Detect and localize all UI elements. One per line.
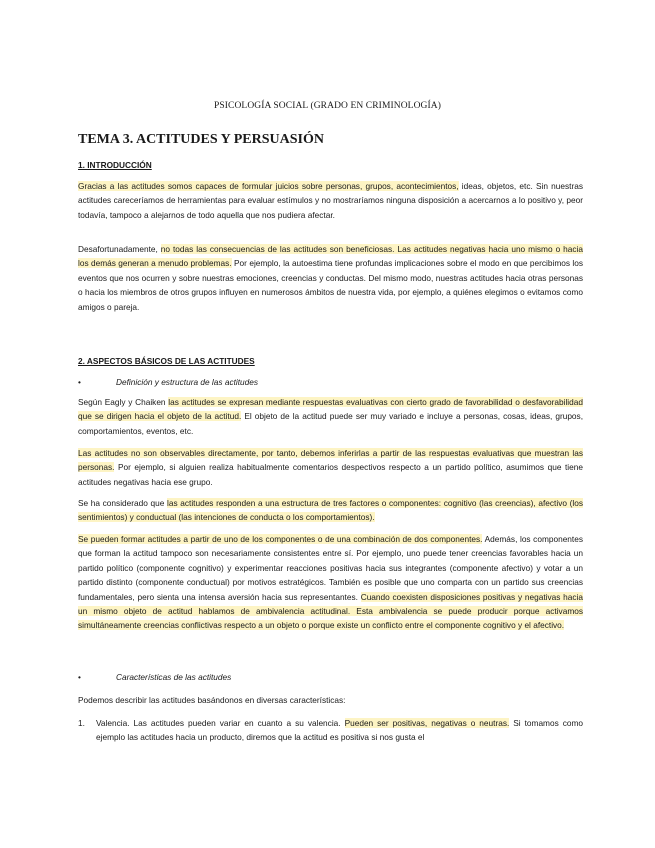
list-item-valencia [78,716,583,745]
bullet-label: Características de las actitudes [116,672,232,682]
text: Además, los componentes que forman la actitud tampoco son necesariamente consistentes entre sí. Por ejemplo, uno puede tener creencias favorables hacia un partido político (componente cognitivo) y experimentar reacciones positivas hacia sus integrantes (componente afectivo) y votar a un partido distinto (componente conductual) por motivos estratégicos. También es posible que uno comparta con un partido sus creencias fundamentales, pero sienta una intensa aversión hacia sus representantes. [78,534,583,602]
highlight: las actitudes responden a una estructura de tres factores o componentes: cognitivo (las creencias), afectivo (los sentimientos) y conductual (las intenciones de conducta o los comportamientos). [78,498,583,523]
highlight: Se pueden formar actitudes a partir de uno de los componentes o de una combinación de dos componentes. [78,534,483,544]
bullet-icon: • [78,377,81,387]
text: Si tomamos como ejemplo las actitudes hacia un producto, diremos que la actitud es positiva si nos gusta el [96,718,583,743]
highlight: las actitudes se expresan mediante respuestas evaluativas con cierto grado de favorabilidad o desfavorabilidad que se dirigen hacia el objeto de la actitud. [78,397,583,422]
section-heading-aspectos: 2. ASPECTOS BÁSICOS DE LAS ACTITUDES [78,356,255,366]
text: Según Eagly y Chaiken [78,397,169,407]
paragraph-7: Podemos describir las actitudes basándonos en diversas características: [78,695,346,705]
bullet-icon: • [78,672,81,682]
text: Por ejemplo, si alguien realiza habitualmente comentarios despectivos respecto a un partido político, asumimos que tiene actitudes negativas hacia ese grupo. [78,462,583,487]
text: Desafortunadamente, [78,244,161,254]
page-header: PSICOLOGÍA SOCIAL (GRADO EN CRIMINOLOGÍA) [214,101,441,111]
page-title: TEMA 3. ACTITUDES Y PERSUASIÓN [78,132,324,147]
paragraph-5 [78,496,583,525]
text: Se ha considerado que [78,498,167,508]
paragraph-2 [78,242,583,314]
bullet-label: Definición y estructura de las actitudes [116,377,259,387]
highlight: Cuando coexisten disposiciones positivas y negativas hacia un mismo objeto de actitud hablamos de ambivalencia actitudinal. Esta ambivalencia se puede producir porque activamos simultáneamente creencias conflictivas respecto a un objeto o porque existe un conflicto entre el componente cognitivo y el afectivo. [78,591,583,631]
list-item-text [96,716,583,745]
list-number: 1. [78,718,85,728]
section-heading-introduccion: 1. INTRODUCCIÓN [78,160,152,170]
highlight: no todas las consecuencias de las actitudes son beneficiosas. Las actitudes negativas hacia uno mismo o hacia los demás generan a menudo problemas. [78,244,583,269]
highlight: Las actitudes no son observables directamente, por tanto, debemos inferirlas a partir de las respuestas evaluativas que muestran las personas. [78,448,583,473]
paragraph-6 [78,532,583,633]
text: Por ejemplo, la autoestima tiene profundas implicaciones sobre el modo en que percibimos los eventos que nos ocurren y sobre nuestras emociones, creencias y conductas. Del mismo modo, nuestras actitudes hacia otras personas o hacia los miembros de otros grupos influyen en numerosos ámbitos de nuestra vida, por ejemplo, a quiénes elegimos o evitamos como amigos o pareja. [78,258,583,312]
text: El objeto de la actitud puede ser muy variado e incluye a personas, cosas, ideas, grupos, comportamientos, eventos, etc. [78,411,584,436]
text: Valencia. Las actitudes pueden variar en cuanto a su valencia. [96,718,345,728]
highlight: Pueden ser positivas, negativas o neutras. [344,718,510,728]
paragraph-4 [78,446,583,489]
paragraph-3 [78,395,583,438]
highlight: Gracias a las actitudes somos capaces de formular juicios sobre personas, grupos, acontecimientos, [78,181,459,191]
text: ideas, objetos, etc. Sin nuestras actitudes careceríamos de herramientas para evaluar estímulos y no mostraríamos ninguna disposición a acercarnos a lo positivo y, peor todavía, tampoco a alejarnos de todo aquella que nos pudiera afectar. [78,181,583,220]
bullet-definicion [78,377,258,387]
bullet-caracteristicas [78,672,231,682]
paragraph-1 [78,179,583,222]
